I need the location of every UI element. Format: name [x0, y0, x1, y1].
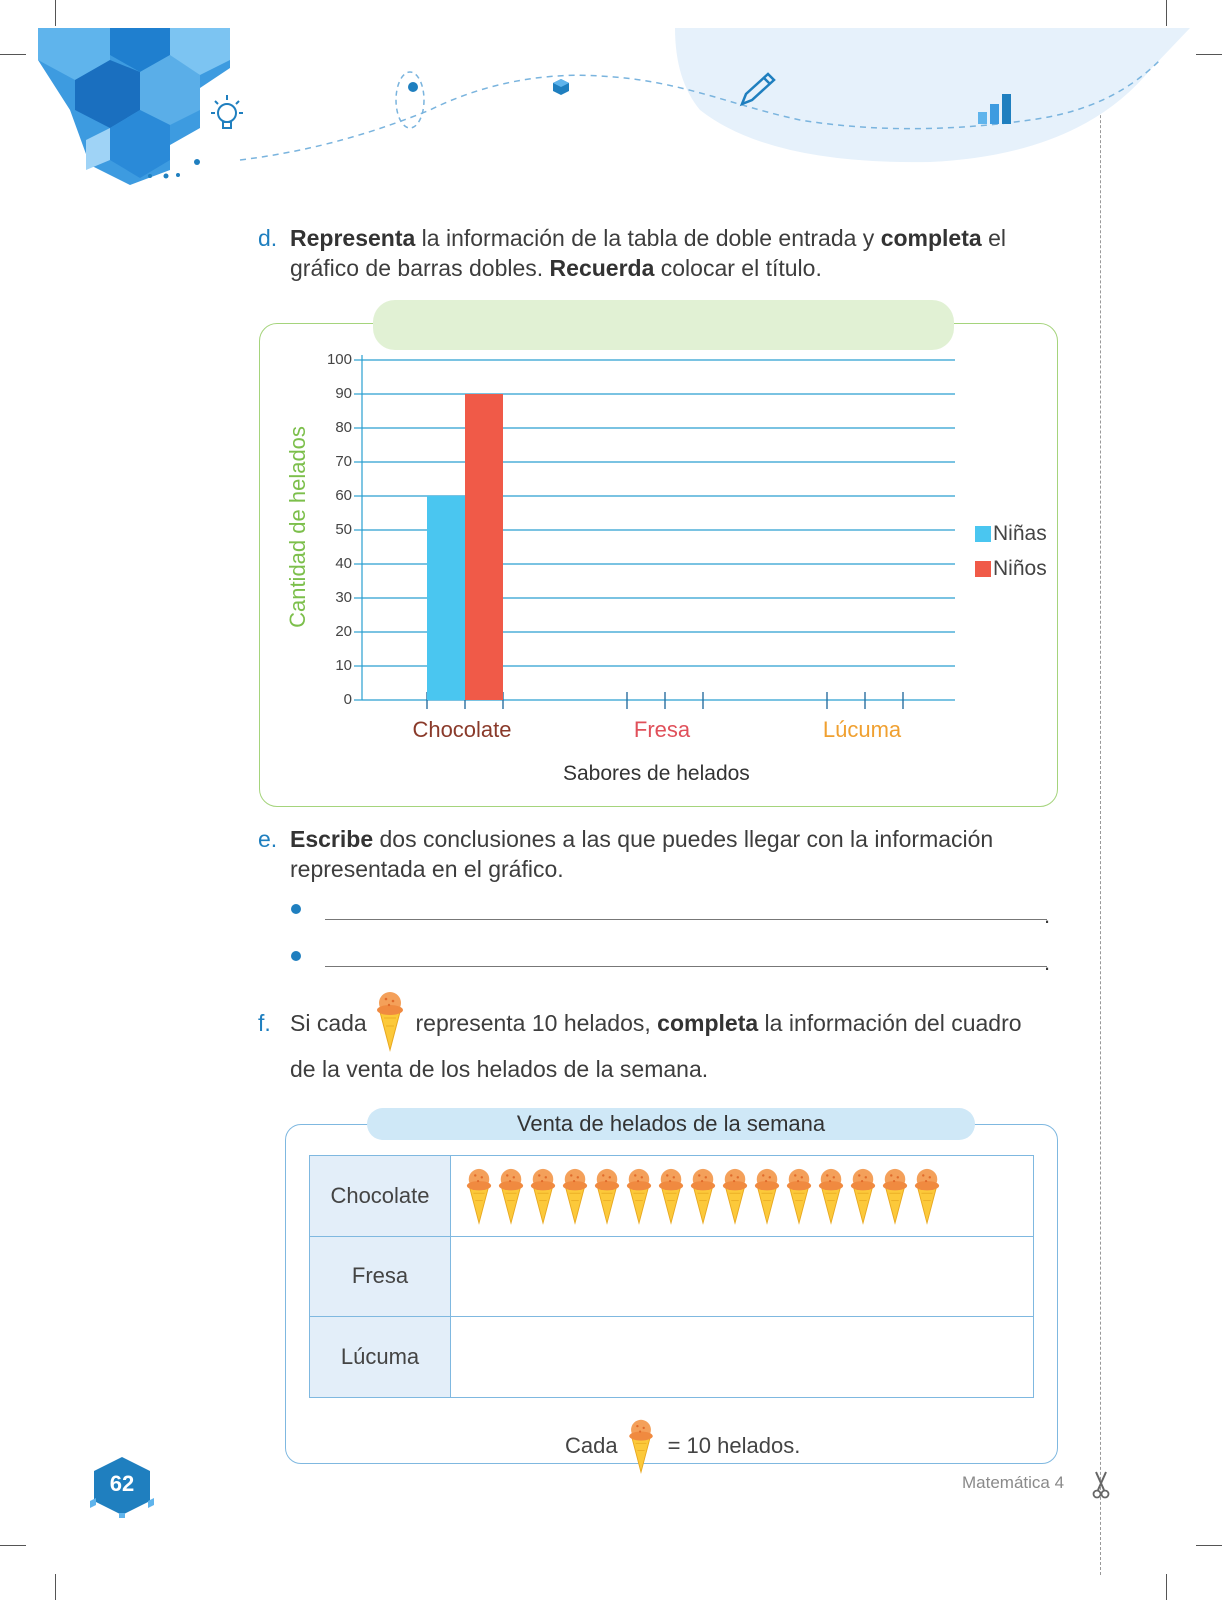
instruction-text: el [981, 225, 1006, 251]
y-tick-label: 20 [335, 623, 352, 640]
y-tick-label: 60 [335, 487, 352, 504]
item-letter: e. [258, 826, 278, 852]
legend-item-ninos [975, 557, 1047, 581]
bold-word: Recuerda [549, 255, 655, 281]
page-number: 62 [109, 1471, 135, 1496]
legend-item-ninas [975, 522, 1047, 546]
instruction-text: de la venta de los helados de la semana. [290, 1056, 709, 1082]
ice-cream-cone-icon [375, 990, 405, 1052]
ice-cream-cone-icon [465, 1166, 493, 1226]
sales-table-title: Venta de helados de la semana [367, 1108, 975, 1140]
row-label: Lúcuma [310, 1317, 451, 1398]
cone-row [452, 1321, 1032, 1393]
bold-word: completa [880, 225, 982, 251]
key-suffix: = 10 helados. [667, 1433, 801, 1458]
legend-label: Niñas [993, 522, 1047, 545]
ice-cream-cone-icon [913, 1166, 941, 1226]
instruction-text: gráfico de barras dobles. [290, 255, 550, 281]
crop-mark [1196, 1545, 1222, 1546]
y-tick-label: 50 [335, 521, 352, 538]
legend-swatch [975, 526, 991, 542]
ice-cream-cone-icon [753, 1166, 781, 1226]
ice-cream-cone-icon [849, 1166, 877, 1226]
period: . [1044, 950, 1051, 975]
instruction-text: representa 10 helados, [409, 1010, 658, 1036]
crop-mark [1166, 1574, 1167, 1600]
ice-cream-cone-icon [721, 1166, 749, 1226]
instruction-text: colocar el título. [654, 255, 822, 281]
ice-cream-cone-icon [529, 1166, 557, 1226]
book-title: Matemática 4 [962, 1473, 1065, 1492]
part-e-instructions [258, 824, 993, 884]
ice-cream-cone-icon [785, 1166, 813, 1226]
bold-word: Representa [290, 225, 416, 251]
bar-chocolate-ninas [427, 496, 465, 700]
part-f-instructions [258, 1000, 1022, 1092]
instruction-text: representada en el gráfico. [290, 856, 564, 882]
bullet [291, 904, 301, 914]
x-axis-title: Sabores de helados [563, 762, 750, 785]
sales-table [309, 1155, 1034, 1398]
ice-cream-cone-icon [593, 1166, 621, 1226]
scissors-icon [1090, 1470, 1112, 1500]
category-label: Chocolate [412, 717, 512, 742]
ice-cream-cone-icon [626, 1418, 660, 1474]
item-letter: f. [258, 1010, 271, 1036]
y-tick-label: 0 [343, 691, 352, 708]
y-tick-label: 70 [335, 453, 352, 470]
row-label: Chocolate [310, 1156, 451, 1237]
y-tick-label: 10 [335, 657, 352, 674]
ice-cream-cone-icon [657, 1166, 685, 1226]
ice-cream-cone-icon [817, 1166, 845, 1226]
instruction-text: la información del cuadro [758, 1010, 1022, 1036]
ice-cream-cone-icon [561, 1166, 589, 1226]
y-tick-label: 80 [335, 419, 352, 436]
cone-row [452, 1240, 1032, 1312]
bar-chocolate-ninos [465, 394, 503, 700]
ice-cream-cone-icon [626, 1418, 656, 1474]
cone-cell[interactable] [451, 1236, 1034, 1317]
answer-line-2[interactable] [325, 966, 1047, 967]
cone-row [452, 1160, 1032, 1232]
ice-cream-cone-icon [881, 1166, 909, 1226]
table-row [310, 1236, 1034, 1317]
ice-cream-cone-icon [689, 1166, 717, 1226]
y-tick-label: 40 [335, 555, 352, 572]
row-label: Fresa [310, 1236, 451, 1317]
table-row [310, 1156, 1034, 1237]
table-row [310, 1317, 1034, 1398]
bullet [291, 951, 301, 961]
cone-cell[interactable] [451, 1317, 1034, 1398]
y-tick-label: 90 [335, 385, 352, 402]
instruction-text: dos conclusiones a las que puedes llegar con la información [373, 826, 994, 852]
key-prefix: Cada [565, 1433, 618, 1458]
crop-mark [55, 1574, 56, 1600]
instruction-text: Si cada [290, 1010, 374, 1036]
instruction-text: la información de la tabla de doble entrada y [415, 225, 881, 251]
item-letter: d. [258, 225, 278, 251]
y-tick-label: 100 [326, 351, 352, 368]
answer-line-1[interactable] [325, 919, 1047, 920]
ice-cream-cone-icon [373, 1010, 409, 1040]
y-tick-label: 30 [335, 589, 352, 606]
pictogram-key [565, 1418, 800, 1474]
bold-word: completa [657, 1010, 759, 1036]
cone-cell[interactable] [451, 1156, 1034, 1237]
ice-cream-cone-icon [625, 1166, 653, 1226]
category-label: Lúcuma [822, 717, 902, 742]
category-label: Fresa [633, 717, 691, 742]
bold-word: Escribe [290, 826, 374, 852]
legend-swatch [975, 561, 991, 577]
legend-label: Niños [993, 557, 1047, 580]
ice-cream-cone-icon [497, 1166, 525, 1226]
crop-mark [0, 1545, 26, 1546]
y-axis-title: Cantidad de helados [285, 426, 310, 628]
period: . [1044, 903, 1051, 928]
